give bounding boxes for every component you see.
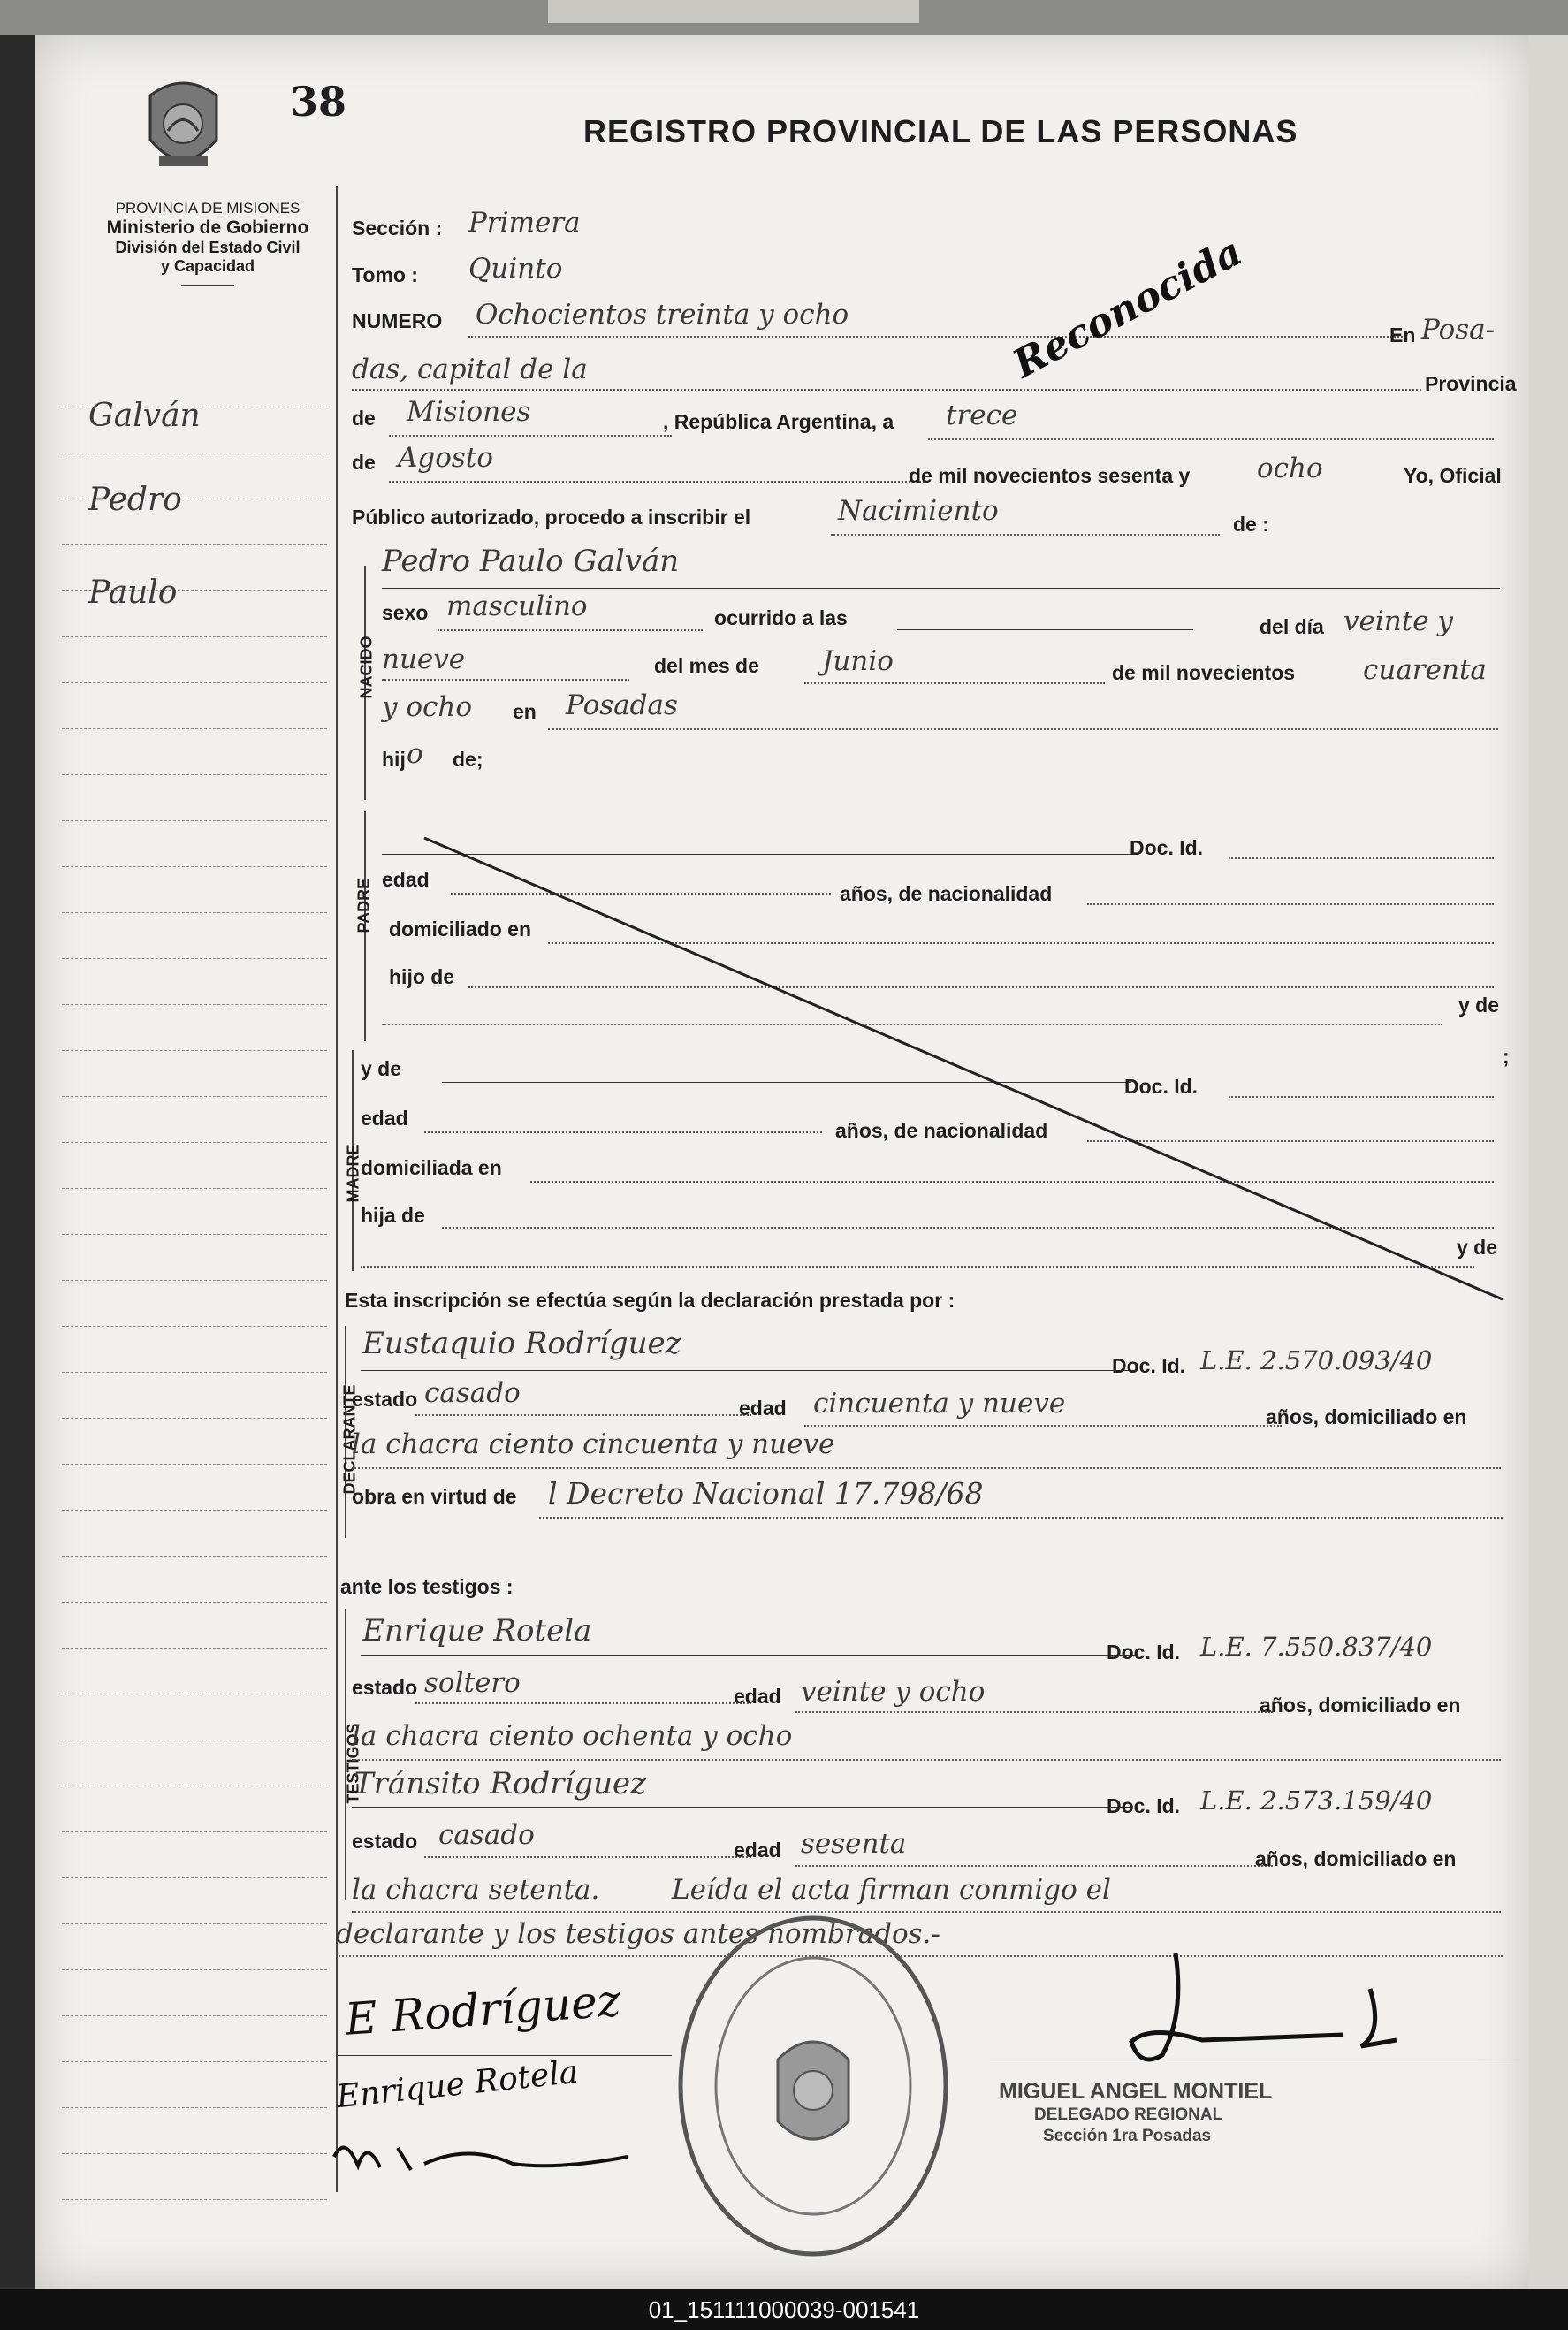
en-value-1: Posa-	[1421, 314, 1496, 346]
anio-value: ocho	[1257, 453, 1323, 484]
declarante-estado-label: estado	[352, 1388, 418, 1411]
cierre-line-2: declarante y los testigos antes nombrados.-	[336, 1918, 940, 1950]
testigo-2-edad-label: edad	[734, 1839, 781, 1862]
obra-label: obra en virtud de	[352, 1485, 517, 1508]
testigo-1-estado-value: soltero	[424, 1667, 521, 1699]
tomo-label: Tomo :	[352, 263, 418, 286]
mes-nacimiento-label: del mes de	[654, 654, 759, 677]
testigo-1-doc-label: Doc. Id.	[1107, 1641, 1181, 1664]
testigo-1-edad-dotted-line	[795, 1711, 1273, 1713]
testigo-2-signature	[327, 2130, 645, 2179]
official-seal-stamp	[672, 1909, 955, 2263]
de-colon-label: de :	[1233, 513, 1269, 536]
official-office: Sección 1ra Posadas	[1043, 2127, 1212, 2145]
numero-label: NUMERO	[352, 309, 443, 332]
testigo-1-edad-value: veinte y ocho	[801, 1676, 986, 1708]
testigo-2-estado-value: casado	[438, 1819, 535, 1851]
de-label: de	[352, 407, 376, 430]
anio-nacimiento-value-2: y ocho	[382, 691, 473, 723]
en-value-2: das, capital de la	[352, 354, 588, 385]
mes-value: Agosto	[398, 442, 493, 474]
testigo-2-doc-value: L.E. 2.573.159/40	[1200, 1786, 1433, 1816]
declarante-estado-value: casado	[424, 1377, 521, 1409]
madre-domicilio-label: domiciliada en	[361, 1156, 502, 1179]
hijo-de-label: de;	[453, 748, 483, 771]
testigos-intro: ante los testigos :	[340, 1575, 514, 1598]
padre-hijo-de-label: hijo de	[389, 965, 455, 988]
padre-edad-label: edad	[382, 868, 430, 891]
declarante-edad-value: cincuenta y nueve	[813, 1388, 1066, 1420]
page-edge	[1529, 35, 1568, 2289]
declarante-signature-line	[336, 2055, 672, 2056]
testigo-1-estado-dotted-line	[415, 1702, 751, 1704]
padre-y-de-label: y de	[1458, 994, 1500, 1017]
provincia-value: Misiones	[407, 396, 531, 428]
testigo-2-estado-dotted-line	[424, 1856, 751, 1858]
acto-value: Nacimiento	[838, 495, 999, 527]
provincia-label: Provincia	[1425, 372, 1517, 395]
official-name: MIGUEL ANGEL MONTIEL	[999, 2079, 1273, 2104]
obra-value: l Decreto Nacional 17.798/68	[548, 1476, 984, 1511]
declarante-anios-label: años, domiciliado en	[1266, 1405, 1467, 1428]
mes-nacimiento-value: Junio	[822, 645, 894, 677]
declarante-section-label: DECLARANTE	[340, 1384, 359, 1495]
ocurrido-label: ocurrido a las	[714, 606, 848, 629]
margin-given-name-2: Paulo	[88, 575, 178, 611]
sexo-value: masculino	[446, 590, 588, 622]
madre-hija-de-label: hija de	[361, 1204, 425, 1227]
declarante-doc-label: Doc. Id.	[1112, 1354, 1186, 1377]
declarante-nombre: Eustaquio Rodríguez	[362, 1326, 681, 1361]
madre-doc-label: Doc. Id.	[1124, 1075, 1199, 1098]
declarante-edad-dotted-line	[804, 1425, 1282, 1427]
padre-domicilio-label: domiciliado en	[389, 918, 532, 940]
declarante-signature: E Rodríguez	[343, 1975, 622, 2045]
testigo-2-edad-dotted-line	[795, 1865, 1273, 1867]
anio-nacimiento-value-1: cuarenta	[1363, 654, 1487, 686]
binder-tab	[548, 0, 919, 23]
margin-given-name-1: Pedro	[88, 482, 182, 518]
declarante-doc-value: L.E. 2.570.093/40	[1200, 1345, 1433, 1375]
file-id-footer: 01_151111000039-001541	[0, 2289, 1568, 2330]
madre-nacionalidad-label: años, de nacionalidad	[835, 1119, 1048, 1142]
madre-y-de-label: y de	[361, 1057, 402, 1080]
official-title: DELEGADO REGIONAL	[1034, 2105, 1223, 2124]
anio-label: de mil novecientos sesenta y	[909, 464, 1191, 487]
testigos-section-label: TESTIGOS	[344, 1723, 362, 1804]
office-line-capacity: y Capacidad	[160, 257, 255, 275]
en-nacimiento-label: en	[513, 700, 537, 723]
de-label-2: de	[352, 451, 376, 474]
seccion-label: Sección :	[352, 217, 443, 240]
testigo-2-nombre: Tránsito Rodríguez	[354, 1766, 647, 1801]
padre-doc-label: Doc. Id.	[1130, 836, 1204, 859]
testigo-1-domicilio-value: la chacra ciento ochenta y ocho	[352, 1720, 793, 1752]
testigo-1-edad-label: edad	[734, 1685, 781, 1708]
madre-section-label: MADRE	[344, 1144, 362, 1203]
republica-label: , República Argentina, a	[663, 410, 894, 433]
office-line-province: PROVINCIA DE MISIONES	[115, 200, 301, 217]
testigo-1-doc-value: L.E. 7.550.837/40	[1200, 1632, 1433, 1662]
dia-value: trece	[946, 400, 1018, 431]
page-title: REGISTRO PROVINCIAL DE LAS PERSONAS	[583, 113, 1298, 149]
dia-nacimiento-value-1: veinte y	[1343, 605, 1453, 637]
madre-semicolon: ;	[1503, 1045, 1510, 1068]
hijo-value: o	[407, 738, 423, 770]
testigo-2-doc-label: Doc. Id.	[1107, 1794, 1181, 1817]
testigo-2-domicilio-value: la chacra setenta.	[352, 1874, 600, 1906]
declarante-domicilio-dotted-line	[352, 1467, 1501, 1469]
sexo-label: sexo	[382, 601, 429, 624]
numero-value: Ochocientos treinta y ocho	[476, 299, 849, 331]
declarante-edad-label: edad	[739, 1397, 787, 1420]
en-label: En	[1389, 324, 1416, 346]
nacido-nombre: Pedro Paulo Galván	[382, 544, 680, 579]
office-line-division: División del Estado Civil	[115, 239, 301, 256]
dia-nacimiento-value-2: nueve	[382, 643, 466, 675]
seccion-value: Primera	[468, 207, 581, 239]
anio-nacimiento-label: de mil novecientos	[1112, 661, 1296, 684]
page-number: 38	[290, 78, 347, 126]
official-signature	[1078, 1936, 1467, 2077]
declarante-domicilio-value: la chacra ciento cincuenta y nueve	[352, 1428, 835, 1460]
madre-edad-label: edad	[361, 1107, 408, 1130]
testigo-1-estado-label: estado	[352, 1676, 418, 1699]
margin-surname: Galván	[88, 398, 201, 434]
testigo-1-nombre-line	[361, 1655, 1138, 1656]
testigo-1-nombre: Enrique Rotela	[362, 1613, 592, 1649]
oficial-label: Yo, Oficial	[1404, 464, 1502, 487]
tomo-value: Quinto	[468, 253, 563, 285]
testigo-2-anios-label: años, domiciliado en	[1255, 1847, 1457, 1870]
obra-dotted-line	[539, 1517, 1503, 1519]
nacido-section-label: NACIDO	[357, 636, 376, 699]
hijo-label: hij	[382, 748, 406, 771]
padre-nacionalidad-label: años, de nacionalidad	[840, 882, 1053, 905]
office-line-ministry: Ministerio de Gobierno	[106, 217, 309, 238]
reconocida-annotation: Reconocida	[1006, 229, 1250, 388]
testigo-1-domicilio-dotted-line	[352, 1759, 1501, 1761]
registry-page	[35, 35, 1529, 2289]
testigo-1-anios-label: años, domiciliado en	[1260, 1694, 1461, 1717]
declarante-intro: Esta inscripción se efectúa según la declaración prestada por :	[345, 1289, 955, 1312]
testigo-2-nombre-line	[352, 1807, 1130, 1808]
testigo-2-estado-label: estado	[352, 1830, 418, 1853]
testigo-1-signature: Enrique Rotela	[334, 2053, 581, 2116]
declarante-estado-dotted-line	[415, 1414, 751, 1416]
cierre-line-1: Leída el acta firman conmigo el	[672, 1874, 1111, 1906]
scan-background-top	[0, 0, 1568, 35]
padre-section-label: PADRE	[354, 878, 373, 933]
testigo-2-edad-value: sesenta	[801, 1828, 907, 1860]
madre-y-de-label-2: y de	[1457, 1236, 1498, 1259]
lugar-nacimiento-value: Posadas	[566, 689, 678, 721]
publico-label: Público autorizado, procedo a inscribir el	[352, 506, 751, 529]
del-dia-label: del día	[1260, 615, 1324, 638]
declarante-nombre-line	[361, 1370, 1138, 1371]
